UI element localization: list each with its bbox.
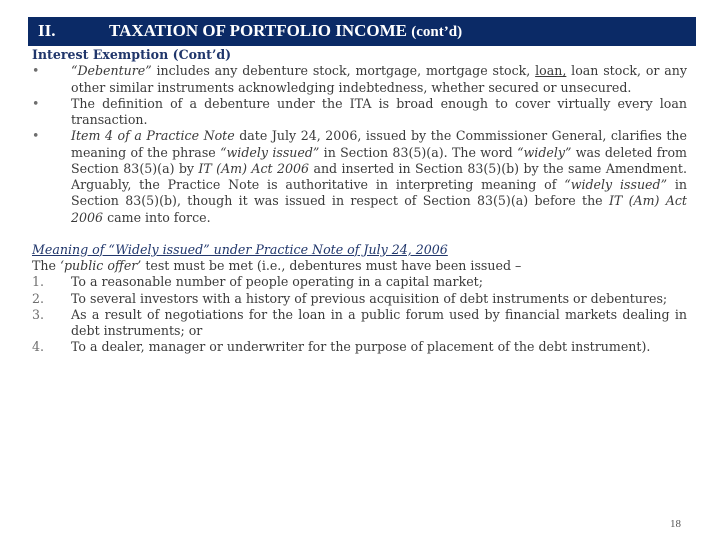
- slide-content: [32, 47, 687, 356]
- bullet-text-run: in Section 83(5)(b), though it was issued in respect of Section 83(5)(a) before the: [71, 177, 687, 209]
- bullet-list: [32, 63, 687, 226]
- subheading: Interest Exemption (Cont’d): [32, 47, 232, 62]
- slide-title-cont: (cont’d): [411, 24, 463, 40]
- item-number: 4.: [32, 339, 45, 355]
- intro-line: [32, 258, 687, 274]
- item-number: 1.: [32, 274, 45, 290]
- bullet-text-run: Item 4 of a Practice Note: [71, 128, 235, 144]
- meaning-heading: Meaning of “Widely issued” under Practice Note of July 24, 2006: [32, 241, 448, 257]
- bullet-text-run: was deleted from Section 83(5)(a) by: [71, 144, 687, 176]
- page-number: 18: [670, 518, 681, 530]
- bullet-dot-icon: •: [32, 63, 40, 79]
- bullet-text-run: “widely”: [517, 144, 572, 160]
- section-number: II.: [38, 21, 56, 40]
- bullet-text-run: IT (Am) Act 2006: [198, 160, 310, 176]
- bullet-text-run: came into force.: [103, 209, 211, 225]
- item-text: As a result of negotiations for the loan in a public forum used by financial markets dealing in debt instruments; or: [71, 306, 687, 338]
- bullet-text-run: The definition of a debenture under the ITA is broad enough to cover virtually every loan transaction.: [71, 95, 687, 127]
- bullet-item: [32, 128, 687, 226]
- numbered-item: [32, 339, 687, 355]
- bullet-text-run: loan stock, or any other similar instruments acknowledging indebtedness, whether secured or unsecured.: [71, 63, 688, 95]
- intro-lead: The: [32, 258, 60, 273]
- title-bar: [28, 17, 696, 46]
- bullet-text-run: “Debenture”: [71, 63, 152, 79]
- bullet-dot-icon: •: [32, 95, 40, 111]
- slide-title-main: TAXATION OF PORTFOLIO INCOME: [109, 21, 408, 40]
- numbered-list: [32, 274, 687, 355]
- item-number: 3.: [32, 306, 45, 322]
- intro-italic: ‘public offer’: [59, 258, 142, 273]
- bullet-item: [32, 63, 687, 96]
- slide-title: [109, 21, 462, 41]
- bullet-text-run: date July 24, 2006, issued by the Commissioner General, clarifies the meaning of the phrase: [71, 128, 687, 160]
- bullet-text-run: in Section 83(5)(a). The word: [319, 144, 518, 160]
- numbered-item: [32, 291, 687, 307]
- item-text: To a reasonable number of people operating in a capital market;: [71, 274, 483, 290]
- bullet-item: [32, 96, 687, 129]
- bullet-text-run: “widely issued”: [564, 177, 668, 192]
- item-text: To several investors with a history of previous acquisition of debt instruments or debentures;: [71, 290, 668, 306]
- numbered-item: [32, 307, 687, 340]
- bullet-text-run: includes any debenture stock, mortgage, mortgage stock,: [151, 63, 536, 79]
- intro-rest: test must be met (i.e., debentures must have been issued –: [141, 258, 522, 273]
- bullet-text-run: “widely issued”: [220, 144, 320, 160]
- bullet-text-run: IT (Am) Act 2006: [71, 193, 687, 225]
- spacer: [32, 226, 687, 242]
- item-text: To a dealer, manager or underwriter for the purpose of placement of the debt instrument).: [71, 339, 651, 355]
- numbered-item: [32, 274, 687, 290]
- bullet-text-run: and inserted in Section 83(5)(b) by the same Amendment. Arguably, the Practice Note is authoritative in interpreting meaning of: [71, 160, 687, 192]
- bullet-dot-icon: •: [32, 128, 40, 144]
- bullet-text-run: loan,: [535, 63, 567, 79]
- item-number: 2.: [32, 290, 45, 306]
